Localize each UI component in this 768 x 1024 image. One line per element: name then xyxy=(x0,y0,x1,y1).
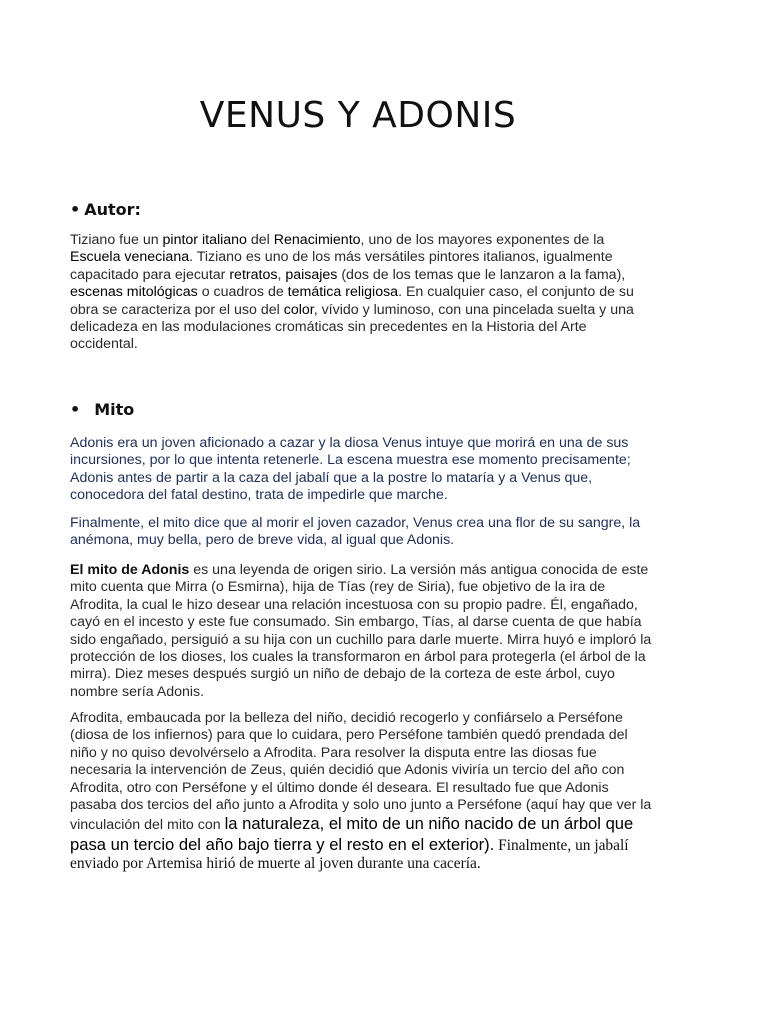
text-run: (dos de los temas que le lanzaron a la fama), xyxy=(337,266,626,283)
text-run: Tiziano fue un xyxy=(70,232,163,248)
bold-lead: El mito de Adonis xyxy=(70,562,190,578)
bullet-icon: • xyxy=(70,400,81,419)
text-run: Afrodita, embaucada por la belleza del niño, decidió recogerlo y confiárselo a Perséfone (diosa de los infiernos) para que lo cuidara, pero Perséfone también quedó prendada del niño y no quiso devolvérselo a Afrodita. Para resolver la disputa entre las diosas fue necesaria la intervención de Zeus, quién decidió que Adonis viviría un tercio del año con Afrodita, otro con Perséfone y el último donde él deseara. El resultado fue que Adonis pasaba dos tercios del año junto a Afrodita y solo uno junto a Perséfone (aquí hay que ver la vinculación del mito con xyxy=(70,710,652,834)
heading-text: Mito xyxy=(94,400,135,419)
link-text: paisajes xyxy=(285,266,338,283)
heading-text: Autor: xyxy=(84,200,141,219)
mito-paragraph-3 xyxy=(70,562,658,701)
link-text: escenas mitológicas xyxy=(70,284,198,301)
link-text: color xyxy=(283,301,314,318)
text-run: . En cualquier caso, el conjunto de su obra se caracteriza por el uso del xyxy=(70,284,634,318)
link-text: retratos xyxy=(229,266,278,283)
mito-paragraph-4 xyxy=(70,710,658,874)
text-run: , xyxy=(277,266,286,283)
link-text: Renacimiento xyxy=(273,232,361,248)
text-run: , uno de los mayores exponentes de la xyxy=(360,232,605,248)
text-run: . Tiziano es uno de los más versátiles pintores italianos, igualmente capacitado para ejecutar xyxy=(70,249,613,283)
mito-paragraph-2: Finalmente, el mito dice que al morir el joven cazador, Venus crea una flor de su sangre, la anémona, muy bella, pero de breve vida, al igual que Adonis. xyxy=(70,515,641,549)
text-run: es una leyenda de origen sirio. La versión más antigua conocida de este mito cuenta que Mirra (o Esmirna), hija de Tías (rey de Siria), fue objetivo de la ira de Afrodita, la cual le hizo desear una relación incestuosa con su propio padre. Él, engañado, cayó en el incesto y este fue consumado. Sin embargo, Tías, al darse cuenta de que había sido engañado, persiguió a su hija con un cuchillo para darle muerte. Mirra huyó e imploró la protección de los dioses, los cuales la transformaron en árbol para protegerla (el árbol de la mirra). Diez meses después surgió un niño de debajo de la corteza de este árbol, cuyo nombre sería Adonis. xyxy=(70,562,652,700)
section-heading-autor xyxy=(70,200,141,219)
text-run: del xyxy=(246,232,274,248)
emphasis-text: la naturaleza, el mito de un niño nacido de un árbol que pasa un tercio del año bajo tierra y el resto en el exterior). xyxy=(70,814,634,854)
document-title: VENUS Y ADONIS xyxy=(199,95,517,136)
link-text: pintor italiano xyxy=(162,232,247,248)
bullet-icon: • xyxy=(70,200,81,219)
autor-paragraph xyxy=(70,232,658,354)
mito-paragraph-1: Adonis era un joven aficionado a cazar y la diosa Venus intuye que morirá en una de sus incursiones, por lo que intenta retenerle. La escena muestra ese momento precisamente; Adonis antes de partir a la caza del jabalí que a la postre lo mataría y a Venus que, conocedora del fatal destino, trata de impedirle que marche. xyxy=(70,435,631,504)
serif-text: Finalmente, un jabalí enviado por Artemisa hirió de muerte al joven durante una cacería. xyxy=(70,836,629,873)
link-text: temática religiosa xyxy=(287,284,399,301)
link-text: Escuela veneciana xyxy=(70,249,190,266)
text-run: o cuadros de xyxy=(197,284,288,301)
text-run: , vívido y luminoso, con una pincelada suelta y una delicadeza en las modulaciones cromáticas sin precedentes en la Historia del Arte occidental. xyxy=(70,301,634,353)
section-heading-mito xyxy=(70,400,134,419)
